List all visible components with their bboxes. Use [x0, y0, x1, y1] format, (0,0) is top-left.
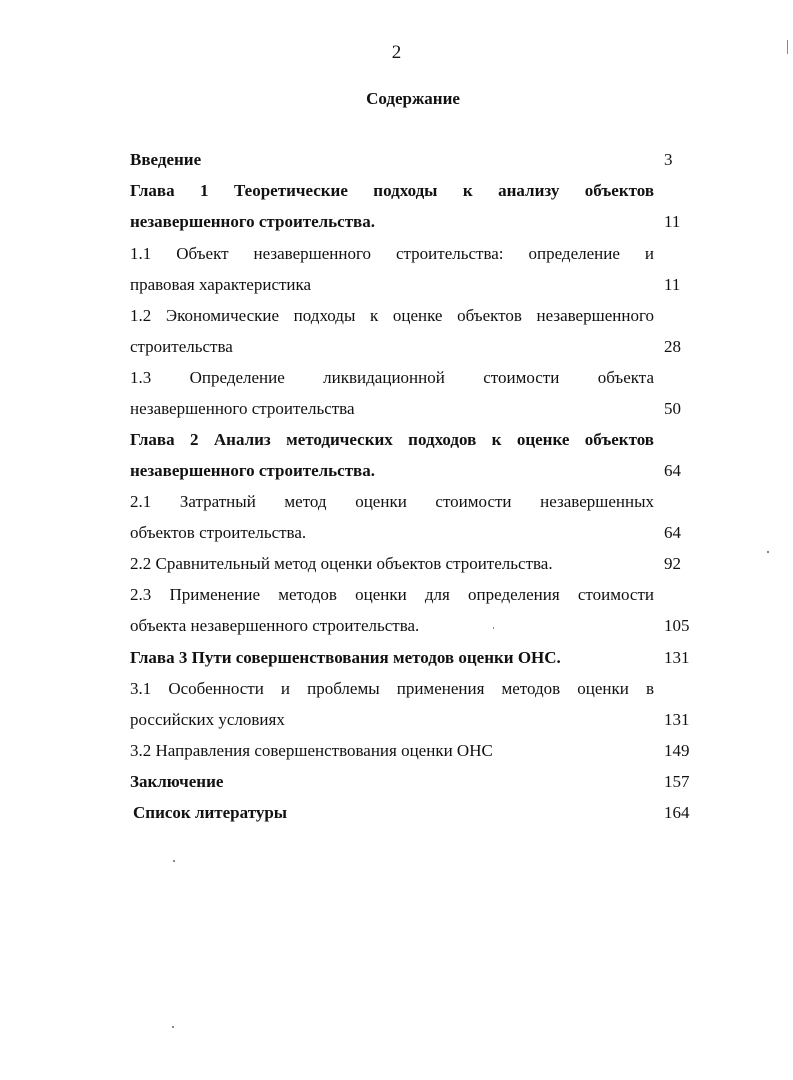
toc-entry-line: российских условиях [130, 710, 285, 729]
toc-entry-line: объектов строительства. [130, 523, 307, 542]
scan-speck [173, 860, 175, 862]
toc-entry-line: 3.1 Особенности и проблемы применения методов оценки в [130, 679, 654, 698]
toc-entry-line: Введение [130, 150, 202, 169]
scan-speck [767, 551, 769, 553]
toc-entry-line: Список литературы [133, 803, 288, 822]
toc-entry-line: 2.2 Сравнительный метод оценки объектов строительства. [130, 554, 553, 573]
toc-entry-line: 2.3 Применение методов оценки для определения стоимости [130, 585, 654, 604]
scan-speck [172, 1026, 174, 1028]
toc-page-number: 11 [664, 212, 681, 231]
toc-page-number: 92 [664, 554, 681, 573]
toc-entry-line: незавершенного строительства. [130, 212, 375, 231]
toc-page-number: 157 [664, 772, 690, 791]
toc-entry-line: 2.1 Затратный метод оценки стоимости незавершенных [130, 492, 654, 511]
toc-page-number: 149 [664, 741, 690, 760]
scan-speck [493, 627, 494, 629]
toc-page-number: 64 [664, 523, 681, 542]
toc-entry-line: 1.2 Экономические подходы к оценке объектов незавершенного [130, 306, 654, 325]
toc-entry-line: объекта незавершенного строительства. [130, 616, 420, 635]
toc-entry-line: незавершенного строительства. [130, 461, 375, 480]
toc-page-number: 50 [664, 399, 681, 418]
toc-page-number: 28 [664, 337, 681, 356]
toc-page-number: 131 [664, 710, 690, 729]
toc-entry-line: 1.1 Объект незавершенного строительства: определение и [130, 244, 654, 263]
toc-page-number: 3 [664, 150, 673, 169]
toc-entry-line: строительства [130, 337, 233, 356]
toc-page-number: 105 [664, 616, 690, 635]
toc-entry-line: 1.3 Определение ликвидационной стоимости объекта [130, 368, 654, 387]
page-title: Содержание [366, 89, 460, 108]
toc-entry-line: 3.2 Направления совершенствования оценки ОНС [130, 741, 493, 760]
toc-entry-line: правовая характеристика [130, 275, 312, 294]
toc-entry-line: незавершенного строительства [130, 399, 355, 418]
page-number: 2 [391, 42, 402, 63]
scan-speck [787, 40, 788, 54]
toc-page-number: 164 [664, 803, 690, 822]
toc-entry-line: Заключение [130, 772, 224, 791]
toc-page-number: 64 [664, 461, 681, 480]
toc-page-number: 131 [664, 648, 690, 667]
toc-page-number: 11 [664, 275, 681, 294]
toc-entry-line: Глава 3 Пути совершенствования методов оценки ОНС. [130, 648, 561, 667]
toc-entry-line: Глава 1 Теоретические подходы к анализу объектов [130, 181, 654, 200]
toc-entry-line: Глава 2 Анализ методических подходов к оценке объектов [130, 430, 654, 449]
